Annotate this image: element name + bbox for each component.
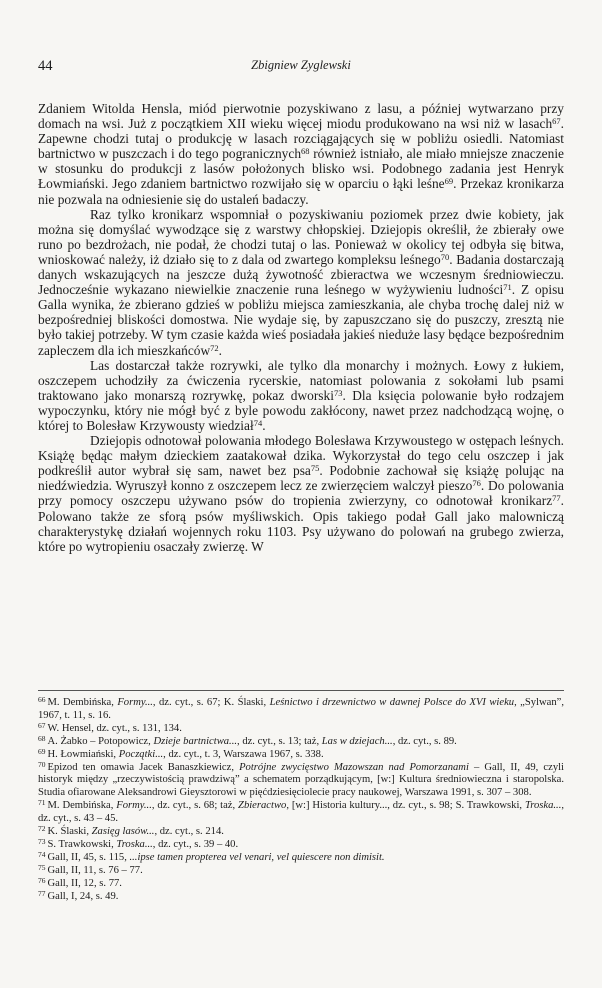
footnote-number: 75: [38, 862, 46, 872]
italic-text: Dzieje bartnictwa...: [153, 735, 238, 747]
main-text: [38, 101, 564, 554]
text-run: , dz. cyt., s. 214.: [154, 826, 224, 838]
footnote-ref: 73: [333, 387, 343, 398]
italic-text: Formy...: [116, 800, 152, 812]
text-run: – Gall, II, 49, czyli historyk między „rzeczywistością prawdziwą” a schematem porządkującym, [w:] Kultura średniowieczna i staropolska. Studia ofiarowane Aleksandrowi Gieysztorowi w pięćdziesięciolecie pracy naukowej, Warszawa 1991, s. 307 – 308.: [38, 761, 564, 799]
footnote-number: 71: [38, 798, 46, 808]
footnote: [38, 875, 564, 891]
footnote: [38, 849, 564, 865]
text-run: , dz. cyt., s. 67; K. Ślaski,: [152, 697, 270, 708]
italic-text: ...ipse tamen propterea vel venari, vel quiescere non dimisit.: [129, 851, 385, 863]
footnote-ref: 69: [444, 176, 454, 187]
text-run: Gall, I, 24, s. 49.: [47, 890, 119, 902]
footnote: [38, 836, 564, 852]
footnote-number: 66: [38, 695, 46, 704]
footnote: [38, 720, 564, 736]
footnote: [38, 746, 564, 762]
running-title: Zbigniew Zyglewski: [251, 58, 351, 72]
text-run: , [w:] Historia kultury..., dz. cyt., s. 98; S. Trawkowski,: [286, 800, 525, 812]
text-run: . Dla księcia polowanie było rodzajem wypoczynku, który nie mógł być z byle powodu zakłócony, nawet przez nadchodzącą wojnę, o której to Bolesław Krzywousty wiedział: [38, 387, 564, 433]
footnote-ref: 71: [503, 282, 512, 293]
footnote-divider: [38, 690, 564, 691]
paragraph: [38, 101, 564, 207]
italic-text: Las w dziejach...: [321, 735, 393, 747]
footnote-ref: 68: [301, 146, 310, 157]
text-run: . Badania dostarczają danych wskazujących na jeszcze dużą żywotność zbieractwa we wczesnym średniowieczu. Jednocześnie wykazano niewielkie znaczenie runa leśnego w wyżywieniu ludności: [38, 251, 565, 298]
paragraph: [38, 358, 564, 433]
footnote-ref: 75: [310, 463, 320, 474]
footnotes-section: [38, 697, 564, 904]
text-run: , dz. cyt., s. 13; taż,: [237, 735, 322, 747]
italic-text: Formy...: [117, 697, 153, 708]
footnote-number: 74: [38, 849, 46, 859]
text-run: . Polowano także ze sforą psów myśliwskich. Opis takiego podał Gall jako malowniczą charakterystykę działań wojennych roku 1103. Psy używano do polowań na grubego zwierza, które po wytropieniu osaczały zwierzę. W: [38, 493, 564, 554]
footnote: [38, 862, 564, 878]
text-run: Gall, II, 45, s. 115,: [47, 851, 130, 863]
footnote-number: 77: [38, 888, 46, 898]
text-run: . Przekaz kronikarza nie pozwala na odniesienie się do ustaleń badaczy.: [38, 176, 564, 207]
footnote-ref: 77: [552, 493, 561, 504]
paragraph: [38, 433, 564, 554]
text-run: również istniało, ale miało mniejsze znaczenie w stosunku do produkcji z lasów położonych blisko wsi. Podobnego zadania jest Henryk Łowmiański. Jego zdaniem bartnictwo rozwijało się w oparciu o łąki leśne: [38, 146, 564, 192]
footnote-ref: 74: [253, 417, 263, 428]
italic-text: Potrójne zwycięstwo Mazowszan nad Pomorzanami: [239, 761, 469, 773]
footnote-number: 72: [38, 824, 46, 834]
text-run: . Podobnie zachował się książę polując na niedźwiedzia. Wyruszył konno z oszczepem lecz ze zwierzęciem walczył pieszo: [38, 463, 564, 494]
text-run: Raz tylko kronikarz wspomniał o pozyskiwaniu poziomek przez dwie kobiety, jak można się domyślać wywodzące się z warstwy chłopskiej. Dziejopis określił, że zbierały owe runo po bezdrożach, nie podał, że chodzi tutaj o las. Ponieważ w okolicy tej odbyła się bitwa, wnioskować należy, iż działo się to z dala od zwartego kompleksu leśnego: [38, 206, 564, 267]
footnote: [38, 800, 564, 826]
text-run: . Do polowania przy pomocy oszczepu używano psów do tropienia zwierzyny, co odnotował kronikarz: [38, 478, 564, 509]
text-run: , „Sylwan”, 1967, t. 11, s. 16.: [38, 697, 564, 721]
text-run: .: [218, 342, 222, 358]
text-run: Epizod ten omawia Jacek Banaszkiewicz,: [47, 761, 240, 773]
text-run: S. Trawkowski,: [47, 838, 117, 850]
page-header: [38, 58, 564, 78]
text-run: K. Ślaski,: [47, 826, 92, 838]
text-run: , dz. cyt., t. 3, Warszawa 1967, s. 338.: [163, 748, 324, 760]
footnote: [38, 733, 564, 749]
footnote-number: 68: [38, 733, 46, 743]
italic-text: Troska...: [524, 800, 562, 812]
footnote-ref: 72: [210, 342, 219, 353]
italic-text: Leśnictwo i drzewnictwo w dawnej Polsce do XVI wieku: [269, 697, 515, 708]
italic-text: Początki...: [118, 748, 164, 760]
text-run: M. Dembińska,: [47, 800, 117, 812]
paragraph: [38, 207, 564, 358]
footnote-ref: 76: [472, 478, 481, 489]
italic-text: Zbieractwo: [238, 800, 287, 812]
text-run: W. Hensel, dz. cyt., s. 131, 134.: [47, 722, 182, 734]
text-run: Gall, II, 11, s. 76 – 77.: [47, 864, 143, 876]
text-run: H. Łowmiański,: [47, 748, 119, 760]
text-run: Zdaniem Witolda Hensla, miód pierwotnie pozyskiwano z lasu, a później wytwarzano przy domach na wsi. Już z początkiem XII wieku więcej miodu produkowano na wsi niż w lasach: [38, 101, 564, 132]
text-run: . Z opisu Galla wynika, że zbierano gdzieś w pobliżu miejsca zamieszkania, ale chyba trochę dalej niż w bezpośredniej bliskości domostwa. Nie wydaje się, by zapuszczano się do puszczy, zresztą nie było takiej potrzeby. W tym czasie każda wieś posiadała jakieś nieduże lasy będące bezpośrednim zapleczem dla ich mieszkańców: [38, 282, 564, 358]
footnote: [38, 888, 564, 904]
page-number: 44: [38, 58, 53, 74]
text-run: Dziejopis odnotował polowania młodego Bolesława Krzywoustego w ostępach leśnych. Książę będąc małym dzieckiem zaatakował dzika. Wykorzystał do tego celu oszczep i jak podkreślił autor wybrał się sam, nawet bez psa: [38, 433, 564, 479]
footnote-number: 70: [38, 759, 46, 769]
text-run: . Zapewne chodzi tutaj o produkcję w lasach rozciągających się w pobliżu osiedli. Natomiast bartnictwo w puszczach i do tego pogranicznych: [38, 116, 564, 162]
footnote-number: 67: [38, 720, 46, 730]
footnote-number: 73: [38, 836, 46, 846]
footnote-ref: 67: [552, 116, 561, 127]
footnote: [38, 826, 564, 839]
italic-text: Zasięg lasów...: [91, 826, 155, 838]
text-run: A. Żabko – Potopowicz,: [47, 735, 154, 747]
text-run: , dz. cyt., s. 39 – 40.: [152, 838, 239, 850]
footnote: [38, 759, 564, 801]
footnote: [38, 697, 564, 723]
footnote-number: 76: [38, 875, 46, 885]
italic-text: Troska...: [116, 838, 153, 850]
text-run: Gall, II, 12, s. 77.: [47, 877, 122, 889]
footnote-ref: 70: [440, 251, 450, 262]
text-run: , dz. cyt., s. 68; taż,: [151, 800, 239, 812]
text-run: Las dostarczał także rozrywki, ale tylko dla monarchy i możnych. Łowy z łukiem, oszczepem uchodziły za ćwiczenia rycerskie, natomiast polowania z sokołami lub psami traktowano jako monarszą rozrywkę, pokaz dworski: [38, 357, 564, 403]
footnote-number: 69: [38, 746, 46, 756]
text-run: M. Dembińska,: [47, 697, 118, 708]
text-run: , dz. cyt., s. 43 – 45.: [38, 800, 564, 825]
text-run: .: [262, 417, 266, 433]
text-run: , dz. cyt., s. 89.: [392, 735, 457, 747]
